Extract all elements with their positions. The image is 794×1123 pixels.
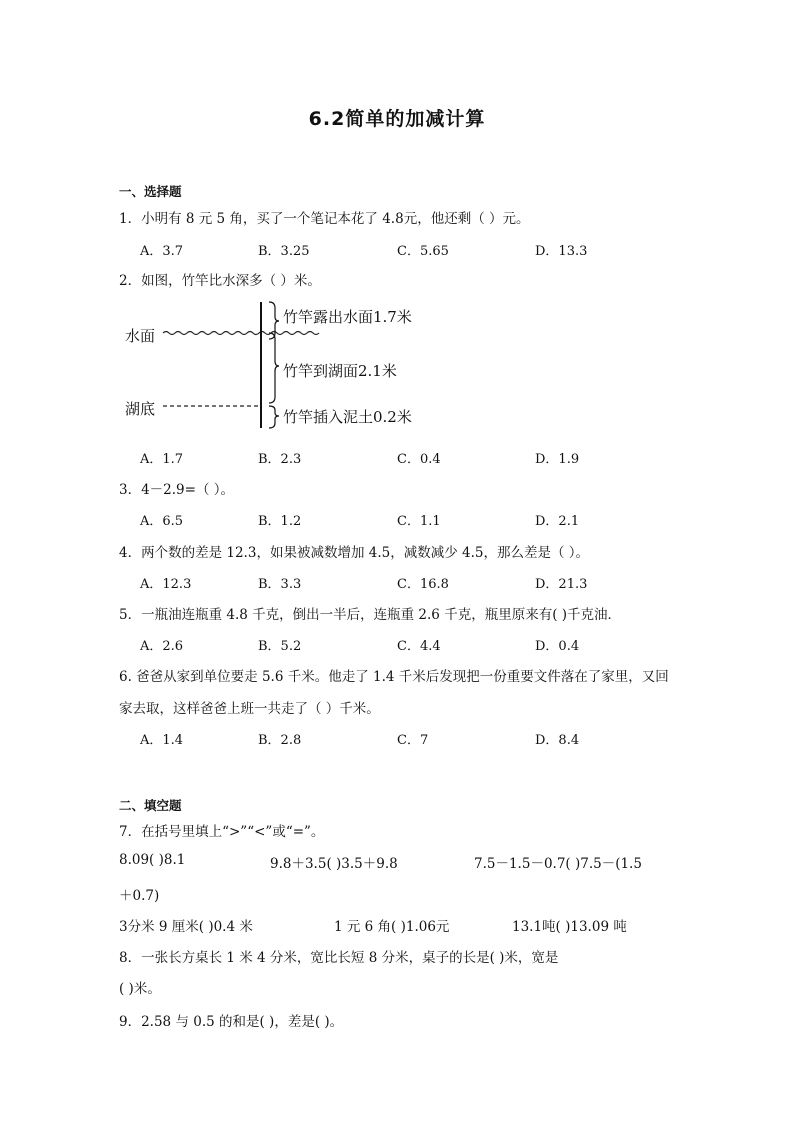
option-d[interactable]: D．0.4 [535,639,580,654]
question-4-options [140,573,660,593]
label-above-water: 竹竿露出水面1.7米 [283,308,412,326]
q7-compare-1: 8.09( )8.1 [119,852,186,868]
option-c[interactable]: C．1.1 [397,514,441,529]
lake-bottom-label: 湖底 [125,400,156,418]
option-b[interactable]: B．3.3 [258,577,302,592]
option-a[interactable]: A．1.7 [140,452,184,467]
question-6-options [140,729,660,749]
option-d[interactable]: D．1.9 [535,452,580,467]
option-c[interactable]: C．0.4 [397,452,441,467]
brace-middle [269,333,279,403]
section-heading-fill-in: 二、填空题 [119,798,182,813]
brace-bottom [269,406,279,428]
question-9: 9．2.58 与 0.5 的和是( )，差是( )。 [119,1014,344,1030]
option-d[interactable]: D．13.3 [535,244,588,259]
option-d[interactable]: D．21.3 [535,577,588,592]
question-8-line-1: 8．一张长方桌长 1 米 4 分米，宽比长短 8 分米，桌子的长是( )米，宽是 [119,950,559,966]
page-title: 6.2简单的加减计算 [308,108,486,130]
option-b[interactable]: B．2.3 [258,452,302,467]
question-6-line-1: 6. 爸爸从家到单位要走 5.6 千米。他走了 1.4 千米后发现把一份重要文件落在了家里，又回 [119,669,669,685]
option-d[interactable]: D．8.4 [535,733,580,748]
option-a[interactable]: A．12.3 [140,577,192,592]
option-a[interactable]: A．6.5 [140,514,184,529]
question-1: 1．小明有 8 元 5 角，买了一个笔记本花了 4.8元，他还剩（ ）元。 [119,211,530,227]
q7-compare-2: 9.8＋3.5( )3.5＋9.8 [270,856,398,872]
option-b[interactable]: B．5.2 [258,639,302,654]
question-5-options [140,635,660,655]
option-b[interactable]: B．1.2 [258,514,302,529]
option-b[interactable]: B．3.25 [258,244,310,259]
option-c[interactable]: C．16.8 [397,577,449,592]
q7-compare-6: 13.1吨( )13.09 吨 [512,919,627,935]
bamboo-pole-figure [119,296,439,436]
question-6-line-2: 家去取，这样爸爸上班一共走了（ ）千米。 [119,701,380,717]
option-c[interactable]: C．4.4 [397,639,441,654]
q7-compare-5: 1 元 6 角( )1.06元 [334,919,450,935]
question-2: 2．如图，竹竿比水深多（ ）米。 [119,273,321,289]
label-to-lake-surface: 竹竿到湖面2.1米 [283,362,397,380]
question-1-options [140,240,660,260]
option-a[interactable]: A．3.7 [140,244,184,259]
q7-compare-4: 3分米 9 厘米( )0.4 米 [119,919,253,935]
option-a[interactable]: A．2.6 [140,639,184,654]
question-2-options [140,448,660,468]
water-surface-label: 水面 [125,327,156,345]
question-4: 4．两个数的差是 12.3，如果被减数增加 4.5，减数减少 4.5，那么差是（ ）。 [119,545,590,561]
section-heading-choice: 一、选择题 [119,184,182,199]
option-c[interactable]: C．5.65 [397,244,449,259]
option-a[interactable]: A．1.4 [140,733,184,748]
option-d[interactable]: D．2.1 [535,514,580,529]
water-surface-wave [163,332,319,335]
q7-compare-3: 7.5－1.5－0.7( )7.5－(1.5 [474,856,642,872]
question-7: 7．在括号里填上“>”“<”或“=”。 [119,824,325,840]
question-3-options [140,510,660,530]
label-into-mud: 竹竿插入泥土0.2米 [283,408,412,426]
question-8-line-2: ( )米。 [119,981,161,997]
option-b[interactable]: B．2.8 [258,733,302,748]
question-5: 5．一瓶油连瓶重 4.8 千克，倒出一半后，连瓶重 2.6 千克，瓶里原来有( )千克油． [119,607,622,623]
question-3: 3．4－2.9=（ ）。 [119,482,235,498]
q7-compare-3-continued: ＋0.7) [119,888,160,904]
option-c[interactable]: C．7 [397,733,429,748]
